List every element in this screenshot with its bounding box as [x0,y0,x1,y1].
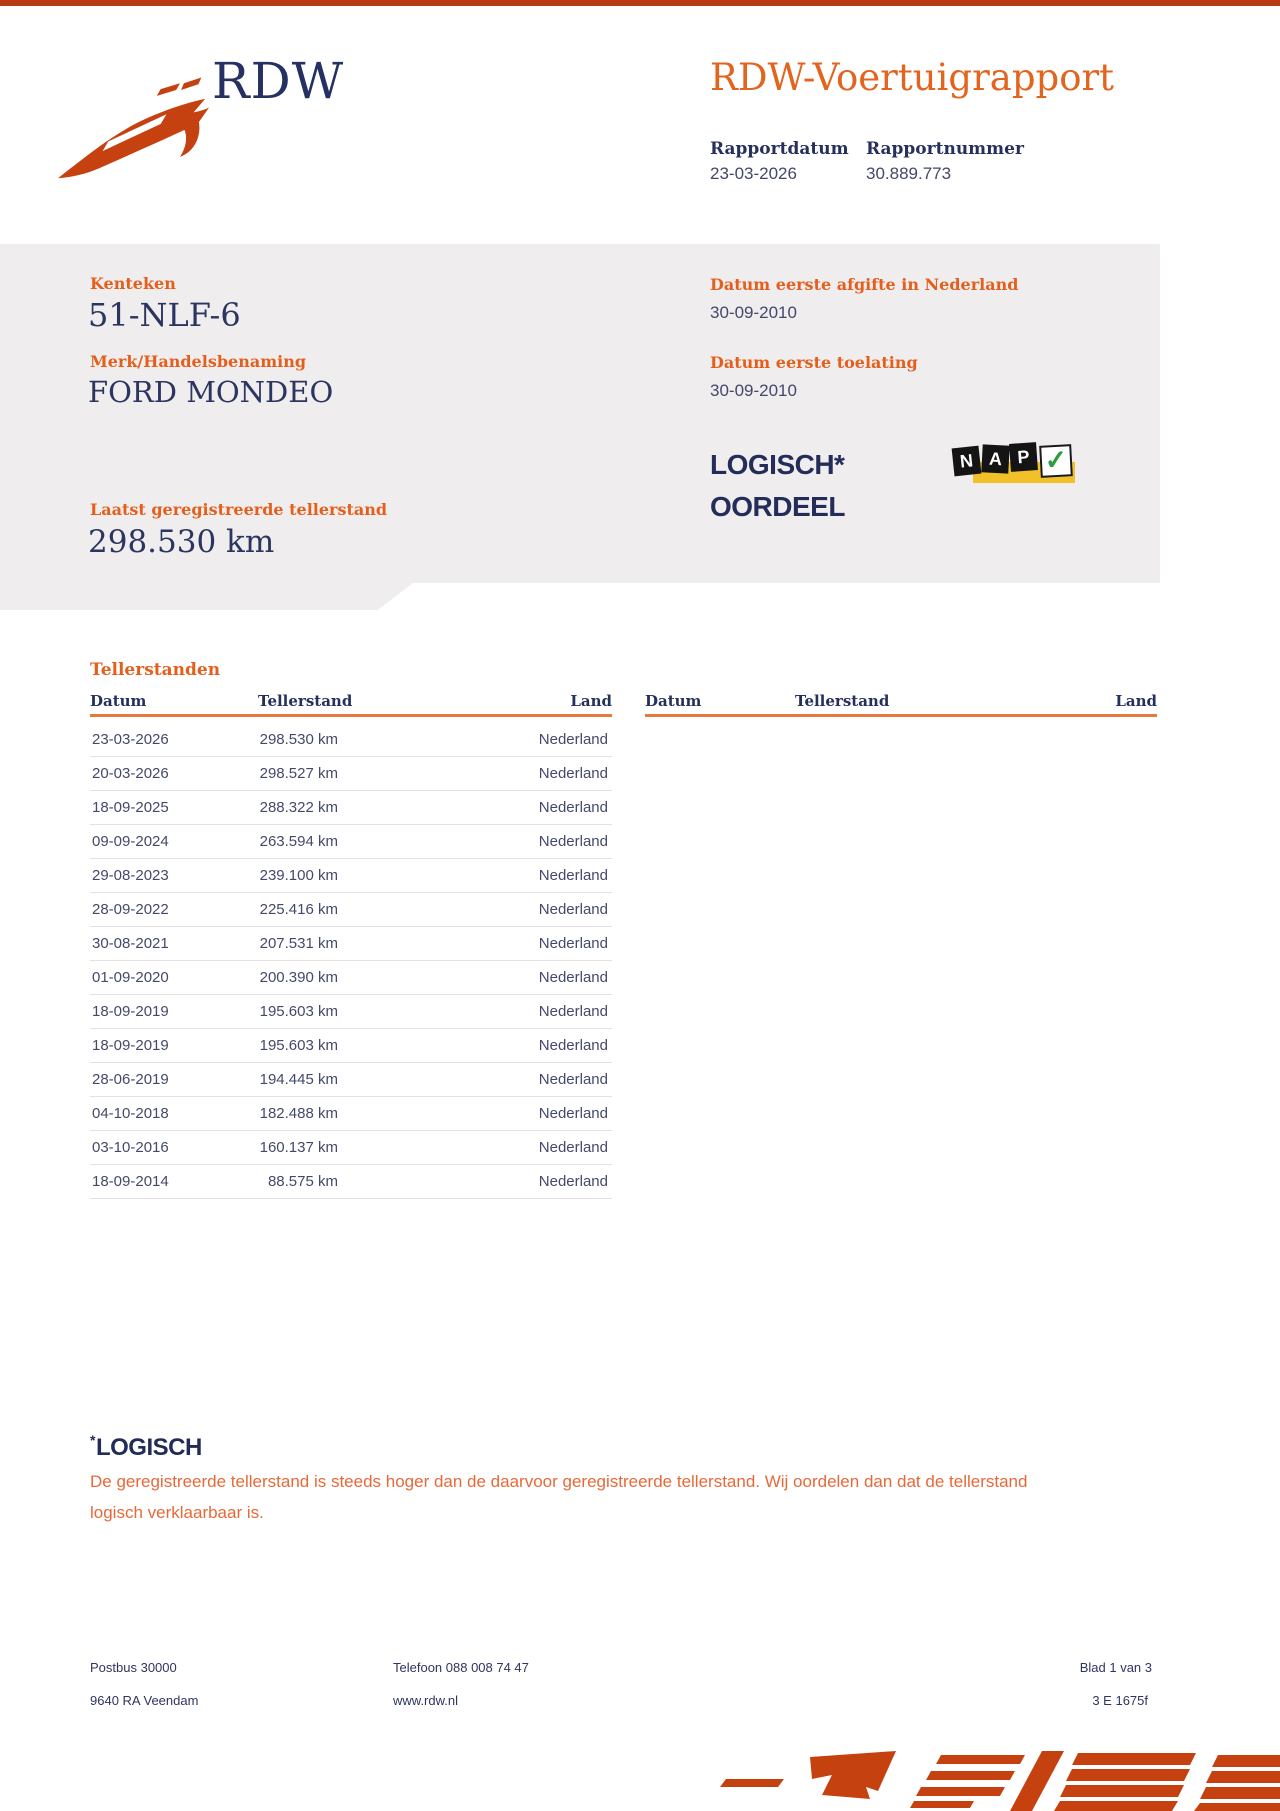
footer-deco-stripes-icon [720,1751,1280,1811]
footer-form-code: 3 E 1675f [1092,1693,1148,1708]
table-row [90,927,612,961]
footnote-asterisk: * [90,1432,95,1448]
cell-land: Nederland [538,799,608,816]
table-row [90,995,612,1029]
cell-tellerstand: 182.488 km [259,1105,338,1122]
kenteken-value: 51-NLF-6 [88,296,241,334]
table-row [90,1165,612,1199]
report-date-value: 23-03-2026 [710,164,797,183]
cell-tellerstand: 225.416 km [259,901,338,918]
nap-letter-p-icon: P [1009,442,1038,472]
table-row [90,1131,612,1165]
merk-value: FORD MONDEO [88,375,334,409]
footer-page-indicator: Blad 1 van 3 [1079,1660,1152,1675]
meter-table-body [90,723,612,1199]
cell-datum: 03-10-2016 [92,1139,169,1156]
footer-website: www.rdw.nl [393,1693,459,1708]
nap-logo [953,441,1081,495]
table-row [90,1063,612,1097]
column-header-tellerstand: Tellerstand [795,692,890,710]
nap-checkmark-icon: ✓ [1039,444,1073,478]
footer-address-line2: 9640 RA Veendam [90,1693,199,1708]
logisch-footnote-text: De geregistreerde tellerstand is steeds hoger dan de daarvoor geregistreerde tellerstand. Wij oordelen dan dat de tellerstand logisch verklaarbaar is. [90,1472,1028,1522]
column-header-datum: Datum [645,692,702,710]
cell-tellerstand: 239.100 km [259,867,338,884]
tellerstand-value: 298.530 km [88,524,275,560]
cell-tellerstand: 194.445 km [259,1071,338,1088]
cell-tellerstand: 195.603 km [259,1003,338,1020]
table-row [90,825,612,859]
cell-datum: 01-09-2020 [92,969,169,986]
report-title: RDW-Voertuigrapport [710,56,1115,99]
column-header-tellerstand: Tellerstand [258,692,353,710]
eerste-toelating-value: 30-09-2010 [710,381,797,400]
tellerstanden-section-title: Tellerstanden [90,660,221,680]
cell-land: Nederland [538,731,608,748]
cell-tellerstand: 288.322 km [259,799,338,816]
cell-land: Nederland [538,1003,608,1020]
cell-land: Nederland [538,969,608,986]
table-row [90,859,612,893]
cell-datum: 18-09-2014 [92,1173,169,1190]
cell-datum: 23-03-2026 [92,731,169,748]
cell-tellerstand: 88.575 km [267,1173,338,1190]
rdw-wordmark: RDW [212,52,345,110]
cell-land: Nederland [538,1037,608,1054]
nap-letter-a-icon: A [981,444,1009,473]
table-row [90,723,612,757]
oordeel-result: LOGISCH* [710,449,845,480]
table-row [90,757,612,791]
report-date-label: Rapportdatum [710,139,849,159]
cell-datum: 18-09-2019 [92,1003,169,1020]
footer-address-line1: Postbus 30000 [90,1660,177,1675]
cell-tellerstand: 298.527 km [259,765,338,782]
table-row [90,961,612,995]
oordeel-label: OORDEEL [710,491,845,522]
cell-land: Nederland [538,935,608,952]
top-accent-bar [0,0,1280,6]
table-header-row [90,692,612,714]
column-header-land: Land [1115,692,1157,710]
nap-letter-n-icon: N [952,446,982,477]
table-row [90,893,612,927]
cell-datum: 18-09-2025 [92,799,169,816]
footnote-title-text: LOGISCH [95,1434,202,1461]
cell-land: Nederland [538,1071,608,1088]
cell-land: Nederland [538,867,608,884]
column-header-land: Land [570,692,612,710]
table-header-row [645,692,1157,714]
table-row [90,791,612,825]
cell-land: Nederland [538,1173,608,1190]
rdw-logo-swoosh-icon [52,60,217,184]
cell-land: Nederland [538,1139,608,1156]
cell-datum: 04-10-2018 [92,1105,169,1122]
cell-tellerstand: 207.531 km [259,935,338,952]
column-header-datum: Datum [90,692,147,710]
vehicle-info-panel-corner [0,583,413,610]
report-number-value: 30.889.773 [866,164,952,183]
logisch-footnote-title [90,1432,202,1462]
cell-tellerstand: 263.594 km [259,833,338,850]
kenteken-label: Kenteken [90,274,176,293]
table-row [90,1029,612,1063]
cell-tellerstand: 298.530 km [259,731,338,748]
cell-tellerstand: 195.603 km [259,1037,338,1054]
cell-land: Nederland [538,833,608,850]
eerste-afgifte-label: Datum eerste afgifte in Nederland [710,275,1019,294]
eerste-toelating-label: Datum eerste toelating [710,353,918,372]
table-row [90,1097,612,1131]
eerste-afgifte-value: 30-09-2010 [710,303,797,322]
report-number-label: Rapportnummer [866,139,1024,159]
header-underline [90,714,612,717]
cell-datum: 28-09-2022 [92,901,169,918]
merk-label: Merk/Handelsbenaming [90,352,307,371]
cell-datum: 09-09-2024 [92,833,169,850]
cell-tellerstand: 160.137 km [259,1139,338,1156]
cell-land: Nederland [538,901,608,918]
tellerstand-label: Laatst geregistreerde tellerstand [90,500,388,519]
cell-datum: 20-03-2026 [92,765,169,782]
cell-datum: 29-08-2023 [92,867,169,884]
cell-land: Nederland [538,765,608,782]
cell-datum: 30-08-2021 [92,935,169,952]
cell-datum: 18-09-2019 [92,1037,169,1054]
header-underline [645,714,1157,717]
cell-datum: 28-06-2019 [92,1071,169,1088]
cell-land: Nederland [538,1105,608,1122]
cell-tellerstand: 200.390 km [259,969,338,986]
meter-readings-table-left [90,692,612,1190]
meter-readings-table-right [645,692,1157,714]
footer-phone: Telefoon 088 008 74 47 [393,1660,529,1675]
